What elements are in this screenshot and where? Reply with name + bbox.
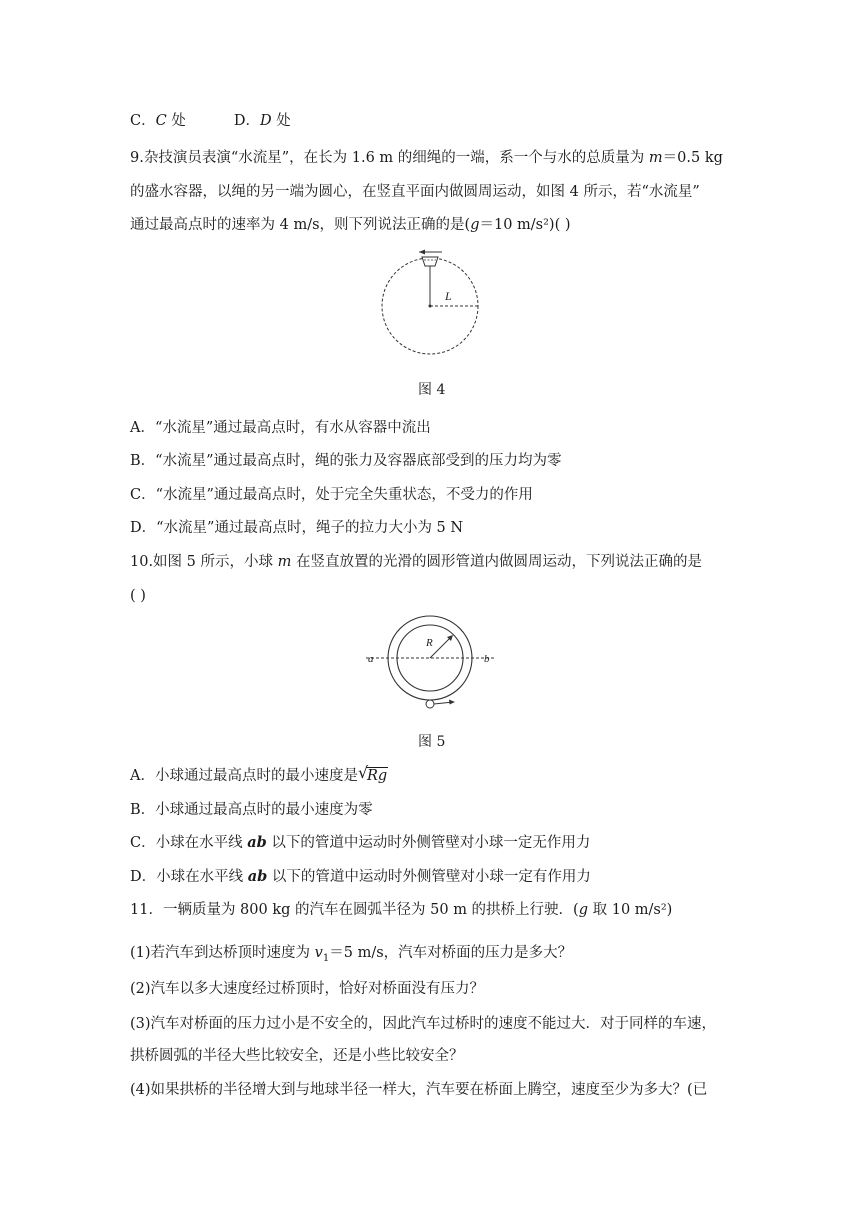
figure-5-radius-R	[430, 636, 452, 658]
q9-stem-line1: 9.杂技演员表演“水流星”，在长为 1.6 m 的细绳的一端，系一个与水的总质量为 m＝0.5 kg	[130, 150, 723, 166]
q11-part-4: (4)如果拱桥的半径增大到与地球半径一样大，汽车要在桥面上腾空，速度至少为多大？(已	[130, 1082, 708, 1098]
q10-option-b: B．小球通过最高点时的最小速度为零	[130, 802, 373, 818]
q9-option-a: A．“水流星”通过最高点时，有水从容器中流出	[130, 420, 431, 436]
q10-stem-line1: 10.如图 5 所示，小球 m 在竖直放置的光滑的圆形管道内做圆周运动，下列说法正确的是	[130, 554, 702, 570]
q10-option-d: D．小球在水平线 ab 以下的管道中运动时外侧管壁对小球一定有作用力	[130, 868, 591, 885]
figure-5	[360, 622, 500, 712]
figure-5-label-a: a	[368, 653, 374, 665]
figure-4-arrowhead	[419, 250, 425, 255]
q9-option-b: B．“水流星”通过最高点时，绳的张力及容器底部受到的压力均为零	[130, 453, 562, 469]
q11-part-3-line2: 拱桥圆弧的半径大些比较安全，还是小些比较安全？	[130, 1048, 464, 1064]
figure-4-center	[429, 305, 432, 308]
q8-options-cd: C．C 处 D．D 处	[130, 113, 291, 129]
figure-4-caption: 图 4	[418, 382, 446, 398]
q11-part-1: (1)若汽车到达桥顶时速度为 $v_1=5$ m/s，汽车对桥面的压力是多大？	[130, 945, 573, 964]
figure-5-velocity-arrowhead	[449, 700, 455, 705]
q11-part-3-line1: (3)汽车对桥面的压力过小是不安全的，因此汽车过桥时的速度不能过大．对于同样的车速，	[130, 1016, 717, 1032]
figure-5-ball	[426, 700, 434, 708]
q9-stem-line3: 通过最高点时的速率为 4 m/s，则下列说法正确的是(g＝10 m/s²)( )	[130, 217, 571, 233]
figure-5-label-R: R	[426, 637, 433, 649]
q10-stem-line2: ( )	[130, 588, 146, 604]
q9-option-d: D．“水流星”通过最高点时，绳子的拉力大小为 5 N	[130, 520, 464, 536]
q11-part-2: (2)汽车以多大速度经过桥顶时，恰好对桥面没有压力？	[130, 981, 485, 997]
q9-option-c: C．“水流星”通过最高点时，处于完全失重状态，不受力的作用	[130, 487, 533, 503]
figure-5-caption: 图 5	[418, 734, 446, 750]
q10-option-c: C．小球在水平线 ab 以下的管道中运动时外侧管壁对小球一定无作用力	[130, 834, 591, 851]
q9-stem-line2: 的盛水容器，以绳的另一端为圆心，在竖直平面内做圆周运动，如图 4 所示，若“水流星”	[130, 184, 700, 200]
q11-stem: 11．一辆质量为 800 kg 的汽车在圆弧半径为 50 m 的拱桥上行驶．(g 取 10 m/s²)	[130, 902, 673, 918]
figure-4	[370, 248, 490, 360]
q10-option-a: A．小球通过最高点时的最小速度是 √ Rg	[130, 763, 388, 784]
sqrt-rg: √ Rg	[357, 763, 388, 784]
figure-5-label-b: b	[484, 653, 490, 665]
figure-4-container	[422, 257, 438, 266]
figure-4-label-L: L	[445, 289, 452, 303]
